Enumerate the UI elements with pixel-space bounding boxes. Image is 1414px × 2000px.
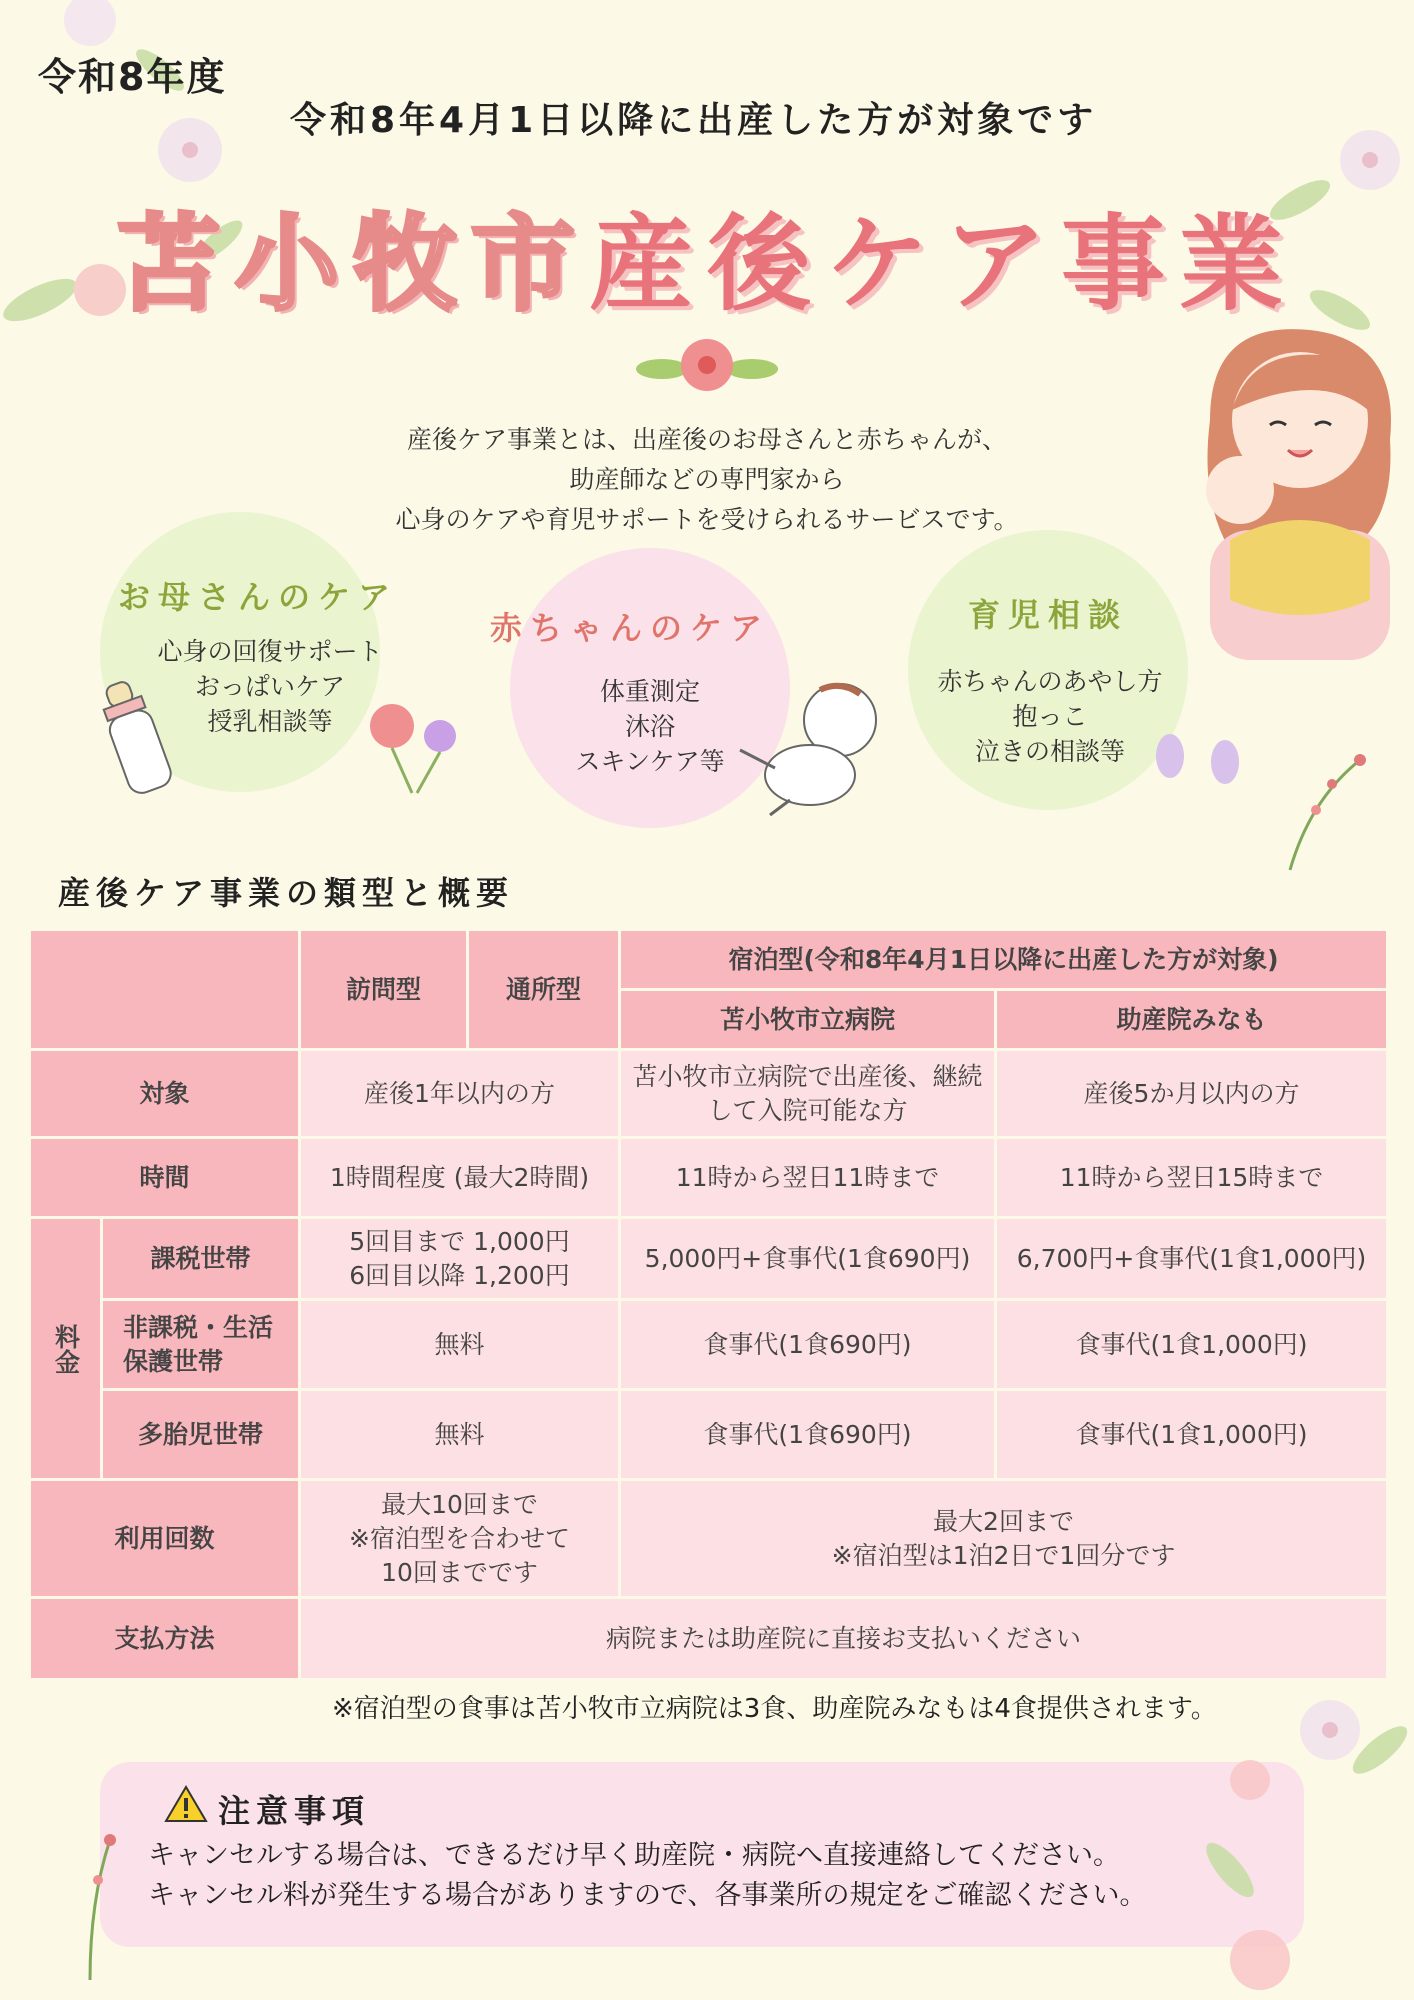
target-midwife: 産後5か月以内の方 <box>996 1050 1388 1138</box>
target-eligibility: 令和8年4月1日以降に出産した方が対象です <box>290 100 1098 141</box>
time-visit-day: 1時間程度 (最大2時間) <box>300 1138 620 1218</box>
header-stay: 宿泊型(令和8年4月1日以降に出産した方が対象) <box>620 930 1388 990</box>
row-label-fee: 料金 <box>30 1218 102 1480</box>
flower-branch-icon <box>1270 740 1380 880</box>
parenting-consult-title: 育児相談 <box>968 596 1129 634</box>
taxed-hospital: 5,000円+食事代(1食690円) <box>620 1218 996 1300</box>
taxed-visit-day <box>300 1218 620 1300</box>
flower-decoration-bottom-right <box>1190 1690 1414 2000</box>
list-item: スキンケア等 <box>575 747 725 776</box>
count-line: ※宿泊型は1泊2日で1回分です <box>831 1540 1176 1570</box>
taxed-midwife: 6,700円+食事代(1食1,000円) <box>996 1218 1388 1300</box>
list-item: 体重測定 <box>599 677 700 706</box>
list-item: おっぱいケア <box>194 672 345 701</box>
mother-care-title: お母さんのケア <box>118 578 399 616</box>
row-label-count: 利用回数 <box>30 1480 300 1598</box>
flower-icon <box>362 698 462 798</box>
section-title: 産後ケア事業の類型と概要 <box>58 874 515 912</box>
target-visit-day: 産後1年以内の方 <box>300 1050 620 1138</box>
baby-icon <box>730 680 900 820</box>
header-midwife: 助産院みなも <box>996 990 1388 1050</box>
meal-footnote: ※宿泊型の食事は苫小牧市立病院は3食、助産院みなもは4食提供されます。 <box>332 1694 1217 1724</box>
row-label-taxed: 課税世帯 <box>102 1218 300 1300</box>
count-line: ※宿泊型を合わせて <box>349 1523 570 1553</box>
header-day: 通所型 <box>468 930 620 1050</box>
intro-line: 助産師などの専門家から <box>569 465 845 494</box>
time-midwife: 11時から翌日15時まで <box>996 1138 1388 1218</box>
row-label-target: 対象 <box>30 1050 300 1138</box>
count-line: 最大10回まで <box>381 1489 538 1519</box>
row-label-multi: 多胎児世帯 <box>102 1390 300 1480</box>
row-label-exempt: 非課税・生活保護世帯 <box>102 1300 300 1390</box>
intro-line: 産後ケア事業とは、出産後のお母さんと赤ちゃんが、 <box>406 425 1007 454</box>
exempt-hospital: 食事代(1食690円) <box>620 1300 996 1390</box>
service-table <box>28 928 1389 1681</box>
notice-line: キャンセル料が発生する場合がありますので、各事業所の規定をご確認ください。 <box>148 1880 1147 1911</box>
header-hospital: 苫小牧市立病院 <box>620 990 996 1050</box>
list-item: 授乳相談等 <box>207 707 333 736</box>
flower-decoration-bottom-left <box>50 1820 140 1980</box>
baby-bottle-icon <box>92 668 192 798</box>
multi-midwife: 食事代(1食1,000円) <box>996 1390 1388 1480</box>
row-label-time: 時間 <box>30 1138 300 1218</box>
baby-care-list <box>540 674 760 779</box>
target-hospital: 苫小牧市立病院で出産後、継続して入院可能な方 <box>620 1050 996 1138</box>
title-program: 産後ケア事業 <box>589 203 1298 325</box>
page-title <box>0 180 1414 330</box>
warning-icon <box>164 1784 208 1824</box>
notice-text <box>148 1836 1146 1916</box>
list-item: 泣きの相談等 <box>974 737 1125 766</box>
list-item: 赤ちゃんのあやし方 <box>937 667 1163 696</box>
count-stay <box>620 1480 1388 1598</box>
row-label-pay: 支払方法 <box>30 1598 300 1680</box>
exempt-visit-day: 無料 <box>300 1300 620 1390</box>
header-visit: 訪問型 <box>300 930 468 1050</box>
list-item: 心身の回復サポート <box>157 637 383 666</box>
list-item: 抱っこ <box>1012 702 1088 731</box>
notice-line: キャンセルする場合は、できるだけ早く助産院・病院へ直接連絡してください。 <box>148 1840 1120 1871</box>
list-item: 沐浴 <box>624 712 675 741</box>
notice-title: 注意事項 <box>218 1792 371 1830</box>
fiscal-year: 令和8年度 <box>38 55 227 99</box>
pay-value: 病院または助産院に直接お支払いください <box>300 1598 1388 1680</box>
multi-hospital: 食事代(1食690円) <box>620 1390 996 1480</box>
fee-line: 5回目まで 1,000円 <box>349 1226 570 1256</box>
count-visit-day <box>300 1480 620 1598</box>
title-city: 苫小牧市 <box>116 203 589 325</box>
intro-line: 心身のケアや育児サポートを受けられるサービスです。 <box>395 505 1019 534</box>
time-hospital: 11時から翌日11時まで <box>620 1138 996 1218</box>
fee-line: 6回目以降 1,200円 <box>349 1260 570 1290</box>
flower-divider-icon <box>632 335 782 395</box>
multi-visit-day: 無料 <box>300 1390 620 1480</box>
count-line: 最大2回まで <box>933 1506 1074 1536</box>
baby-care-title: 赤ちゃんのケア <box>490 609 771 647</box>
exempt-midwife: 食事代(1食1,000円) <box>996 1300 1388 1390</box>
footprints-icon <box>1140 712 1260 792</box>
count-line: 10回までです <box>381 1557 538 1587</box>
table-corner <box>30 930 300 1050</box>
